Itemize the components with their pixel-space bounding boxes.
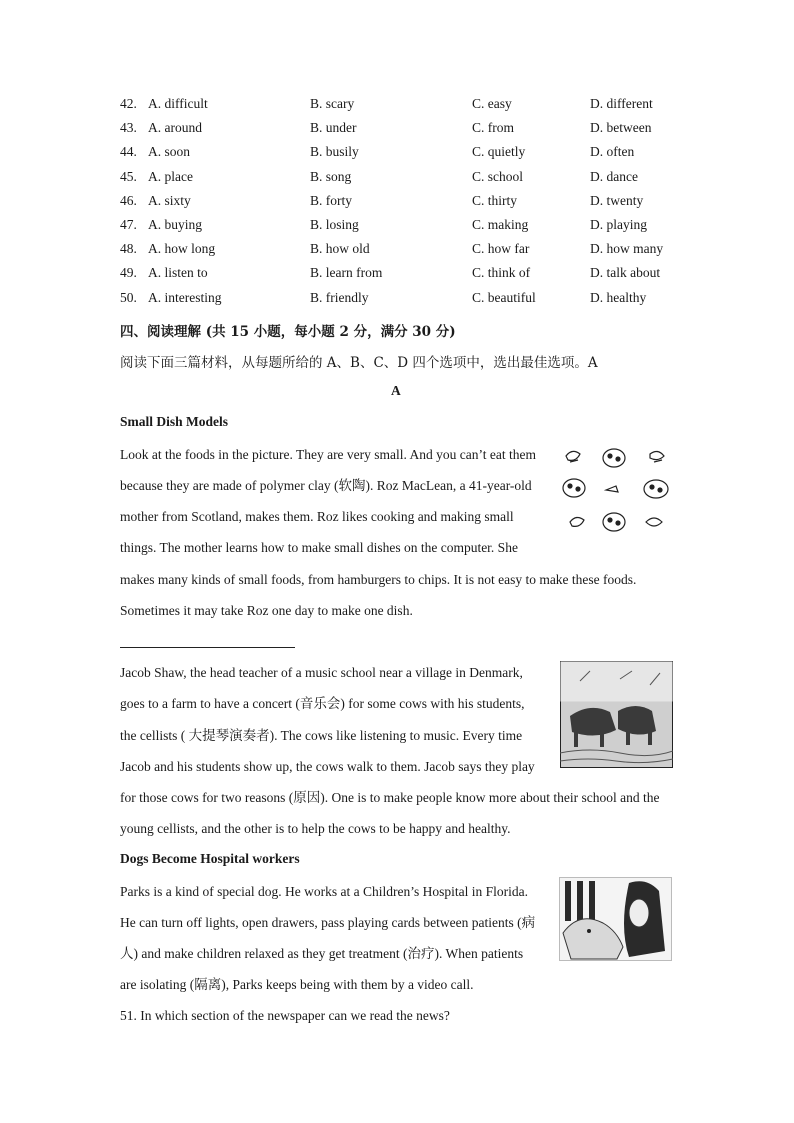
option-a: A. interesting (148, 289, 222, 305)
article-line: He can turn off lights, open drawers, pass playing cards between patients (病 (120, 915, 536, 930)
option-b: B. learn from (310, 265, 383, 281)
option-c: C. thirty (472, 192, 518, 208)
article-line: young cellists, and the other is to help the cows to be happy and healthy. (120, 821, 511, 836)
option-a: A. sixty (148, 192, 191, 208)
question-number: 50. (120, 289, 137, 305)
article-line: the cellists ( 大提琴演奏者). The cows like listening to music. Every time (120, 728, 523, 743)
option-c: C. school (472, 168, 524, 184)
question-number: 42. (120, 96, 137, 111)
option-d: D. playing (590, 216, 647, 232)
option-row-43 (120, 118, 680, 142)
option-b: B. scary (310, 96, 355, 111)
option-d: D. often (590, 144, 635, 160)
option-b: B. how old (310, 241, 370, 257)
options-list (120, 94, 680, 312)
article-line: Jacob and his students show up, the cows walk to them. Jacob says they play (120, 759, 535, 774)
section-instruction: 阅读下面三篇材料，从每题所给的 A、B、C、D 四个选项中，选出最佳选项。A (120, 355, 598, 371)
option-b: B. forty (310, 192, 352, 208)
option-row-48 (120, 239, 680, 263)
article-line: Sometimes it may take Roz one day to make one dish. (120, 603, 413, 618)
option-b: B. losing (310, 216, 359, 232)
option-d: D. different (590, 96, 653, 111)
article-line: because they are made of polymer clay (软陶). Roz MacLean, a 41-year-old (120, 478, 532, 493)
option-c: C. easy (472, 96, 512, 111)
option-c: C. making (472, 216, 529, 232)
option-row-46 (120, 191, 680, 215)
option-b: B. song (310, 168, 352, 184)
option-c: C. from (472, 120, 514, 136)
article-line: mother from Scotland, makes them. Roz likes cooking and making small (120, 509, 514, 524)
option-d: D. healthy (590, 289, 647, 305)
option-row-47 (120, 215, 680, 239)
divider-line (120, 647, 295, 648)
article-title: Dogs Become Hospital workers (120, 851, 300, 866)
article-line: are isolating (隔离), Parks keeps being with them by a video call. (120, 977, 474, 992)
dog-hospital-image (559, 877, 672, 961)
option-a: A. around (148, 120, 202, 136)
question-number: 48. (120, 241, 137, 257)
option-a: A. buying (148, 216, 202, 232)
article-line: makes many kinds of small foods, from hamburgers to chips. It is not easy to make these foods. (120, 572, 637, 587)
option-row-44 (120, 142, 680, 166)
option-c: C. quietly (472, 144, 526, 160)
cows-concert-image (560, 661, 673, 768)
article-line: Jacob Shaw, the head teacher of a music school near a village in Denmark, (120, 665, 523, 680)
article-line: for those cows for two reasons (原因). One is to make people know more about their school and the (120, 790, 660, 805)
article-line: Look at the foods in the picture. They are very small. And you can’t eat them (120, 447, 537, 462)
option-d: D. between (590, 120, 652, 136)
article-title: Small Dish Models (120, 414, 229, 429)
option-d: D. talk about (590, 265, 661, 281)
small-foods-image (558, 442, 674, 536)
article-line: things. The mother learns how to make small dishes on the computer. She (120, 540, 518, 555)
question-number: 47. (120, 216, 137, 232)
question-number: 49. (120, 265, 137, 281)
option-a: A. how long (148, 241, 216, 257)
option-d: D. twenty (590, 192, 644, 208)
option-row-42 (120, 94, 680, 118)
option-c: C. beautiful (472, 289, 536, 305)
option-a: A. place (148, 168, 193, 184)
question-51: 51. In which section of the newspaper can we read the news? (120, 1008, 450, 1023)
article-line: 人) and make children relaxed as they get treatment (治疗). When patients (120, 946, 524, 961)
option-a: A. listen to (148, 265, 208, 281)
option-a: A. soon (148, 144, 191, 160)
option-c: C. how far (472, 241, 530, 257)
article-line: goes to a farm to have a concert (音乐会) for some cows with his students, (120, 696, 525, 711)
question-number: 43. (120, 120, 137, 136)
option-d: D. how many (590, 241, 664, 257)
article-line: Parks is a kind of special dog. He works at a Children’s Hospital in Florida. (120, 884, 528, 899)
question-number: 45. (120, 168, 137, 184)
part-label: A (391, 383, 401, 398)
option-row-45 (120, 167, 680, 191)
question-number: 44. (120, 144, 137, 160)
option-a: A. difficult (148, 96, 208, 111)
section-heading: 四、阅读理解 (共 15 小题，每小题 2 分，满分 30 分) (120, 324, 456, 340)
option-b: B. under (310, 120, 357, 136)
question-number: 46. (120, 192, 137, 208)
option-row-50 (120, 288, 680, 312)
option-c: C. think of (472, 265, 531, 281)
option-row-49 (120, 263, 680, 287)
option-b: B. busily (310, 144, 359, 160)
option-b: B. friendly (310, 289, 369, 305)
option-d: D. dance (590, 168, 638, 184)
